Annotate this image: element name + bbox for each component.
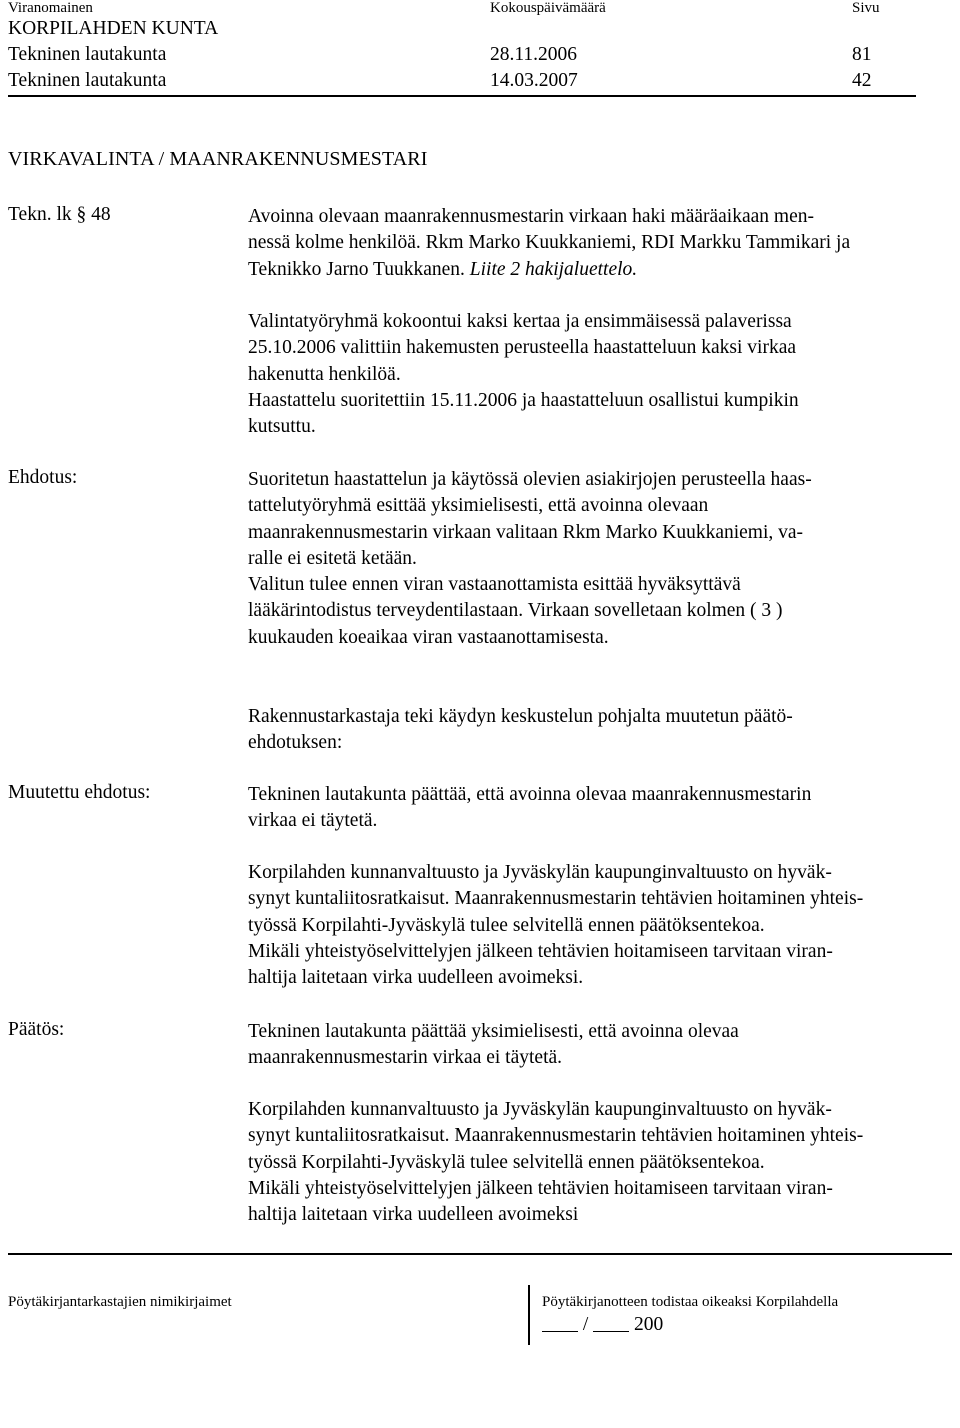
proposal-label: Ehdotus: (8, 467, 78, 488)
decision-note-line-1: Korpilahden kunnanvaltuusto ja Jyväskylän kaupunginvaltuusto on hyväk- (248, 1099, 832, 1120)
proposal-line-7: kuukauden koeaikaa viran vastaanottamisesta. (248, 626, 609, 648)
amended-note-paragraph (248, 860, 863, 991)
header-row-1-body: Tekninen lautakunta (8, 44, 167, 65)
amended-note-line-1: Korpilahden kunnanvaltuusto ja Jyväskylän kaupunginvaltuusto on hyväk- (248, 862, 832, 883)
amended-line-1: Tekninen lautakunta päättää, että avoinna olevaa maanrakennusmestarin (248, 784, 812, 805)
intro-line-2: nessä kolme henkilöä. Rkm Marko Kuukkaniemi, RDI Markku Tammikari ja (248, 232, 851, 254)
decision-note-line-4: Mikäli yhteistyöselvittelyjen jälkeen tehtävien hoitamiseen tarvitaan viran- (248, 1177, 833, 1199)
header-col3-label: Sivu (852, 0, 880, 16)
intro-paragraph (248, 204, 850, 283)
amended-note-line-4: Mikäli yhteistyöselvittelyjen jälkeen tehtävien hoitamiseen tarvitaan viran- (248, 940, 833, 962)
decision-note-line-3: työssä Korpilahti-Jyväskylä tulee selvitellä ennen päätöksentekoa. (248, 1151, 765, 1173)
decision-paragraph (248, 1019, 739, 1072)
decision-note-line-2: synyt kuntaliitosratkaisut. Maanrakennusmestarin tehtävien hoitaminen yhteis- (248, 1125, 864, 1147)
paragraph-reference (8, 204, 111, 226)
month-blank[interactable] (593, 1313, 629, 1332)
section-title: VIRKAVALINTA / MAANRAKENNUSMESTARI (8, 148, 428, 170)
group-line-4: Haastattelu suoritettiin 15.11.2006 ja haastatteluun osallistui kumpikin (248, 389, 799, 411)
day-blank[interactable] (542, 1313, 578, 1332)
discussion-line-1: Rakennustarkastaja teki käydyn keskustelun pohjalta muutetun päätö- (248, 706, 793, 727)
proposal-line-5: Valitun tulee ennen viran vastaanottamista esittää hyväksyttävä (248, 574, 741, 596)
proposal-line-3: maanrakennusmestarin virkaan valitaan Rkm Marko Kuukkaniemi, va- (248, 521, 804, 543)
amended-proposal-label: Muutettu ehdotus: (8, 782, 151, 803)
intro-line-3-text: Teknikko Jarno Tuukkanen. (248, 258, 470, 280)
decision-label: Päätös: (8, 1019, 65, 1040)
header-row-1-date: 28.11.2006 (490, 44, 578, 65)
year-prefix: 200 (634, 1314, 664, 1335)
discussion-line-2: ehdotuksen: (248, 732, 343, 754)
header-divider (8, 95, 916, 97)
discussion-paragraph (248, 704, 793, 757)
date-separator: / (582, 1314, 589, 1335)
header-col1-label: Viranomainen (8, 0, 93, 16)
decision-line-2: maanrakennusmestarin virkaa ei täytetä. (248, 1047, 563, 1069)
proposal-line-6: lääkärintodistus terveydentilastaan. Virkaan sovelletaan kolmen ( 3 ) (248, 600, 783, 622)
proposal-line-2: tattelutyöryhmä esittää yksimielisesti, että avoinna olevaan (248, 495, 709, 517)
certification-date (542, 1313, 663, 1336)
amended-note-line-2: synyt kuntaliitosratkaisut. Maanrakennusmestarin tehtävien hoitaminen yhteis- (248, 888, 864, 910)
group-line-1: Valintatyöryhmä kokoontui kaksi kertaa ja ensimmäisessä palaverissa (248, 311, 792, 332)
header-row-1-page: 81 (852, 44, 872, 65)
footer-right-label: Pöytäkirjanotteen todistaa oikeaksi Korpilahdella (542, 1294, 839, 1310)
header-col2-label: Kokouspäivämäärä (490, 0, 606, 16)
group-line-2: 25.10.2006 valittiin hakemusten perusteella haastatteluun kaksi virkaa (248, 337, 797, 359)
proposal-line-4: ralle ei esitetä ketään. (248, 547, 417, 569)
section-symbol: § (76, 204, 87, 225)
decision-line-1: Tekninen lautakunta päättää yksimielisesti, että avoinna olevaa (248, 1021, 739, 1042)
header-row-2-body: Tekninen lautakunta (8, 70, 167, 91)
group-line-3: hakenutta henkilöä. (248, 363, 401, 385)
working-group-paragraph (248, 309, 799, 440)
intro-line-3 (248, 257, 850, 283)
header-row-2-page: 42 (852, 70, 872, 91)
amended-line-2: virkaa ei täytetä. (248, 810, 378, 832)
proposal-paragraph (248, 467, 812, 651)
reference-number: 48 (91, 204, 111, 225)
proposal-line-1: Suoritetun haastattelun ja käytössä olevien asiakirjojen perusteella haas- (248, 469, 812, 490)
organization-name: KORPILAHDEN KUNTA (8, 18, 219, 39)
footer-divider (8, 1253, 952, 1255)
decision-note-line-5: haltija laitetaan virka uudelleen avoimeksi (248, 1204, 579, 1226)
group-line-5: kutsuttu. (248, 416, 316, 438)
header-row-2-date: 14.03.2007 (490, 70, 578, 91)
attachment-reference: Liite 2 hakijaluettelo. (469, 258, 638, 280)
amended-note-line-5: haltija laitetaan virka uudelleen avoimeksi. (248, 967, 584, 989)
decision-note-paragraph (248, 1097, 863, 1228)
footer-vertical-divider (528, 1285, 530, 1345)
amended-note-line-3: työssä Korpilahti-Jyväskylä tulee selvitellä ennen päätöksentekoa. (248, 914, 765, 936)
amended-proposal-paragraph (248, 782, 811, 835)
intro-line-1: Avoinna olevaan maanrakennusmestarin virkaan haki määräaikaan men- (248, 206, 814, 227)
reference-label: Tekn. lk (8, 204, 72, 225)
footer-left-label: Pöytäkirjantarkastajien nimikirjaimet (8, 1294, 232, 1310)
